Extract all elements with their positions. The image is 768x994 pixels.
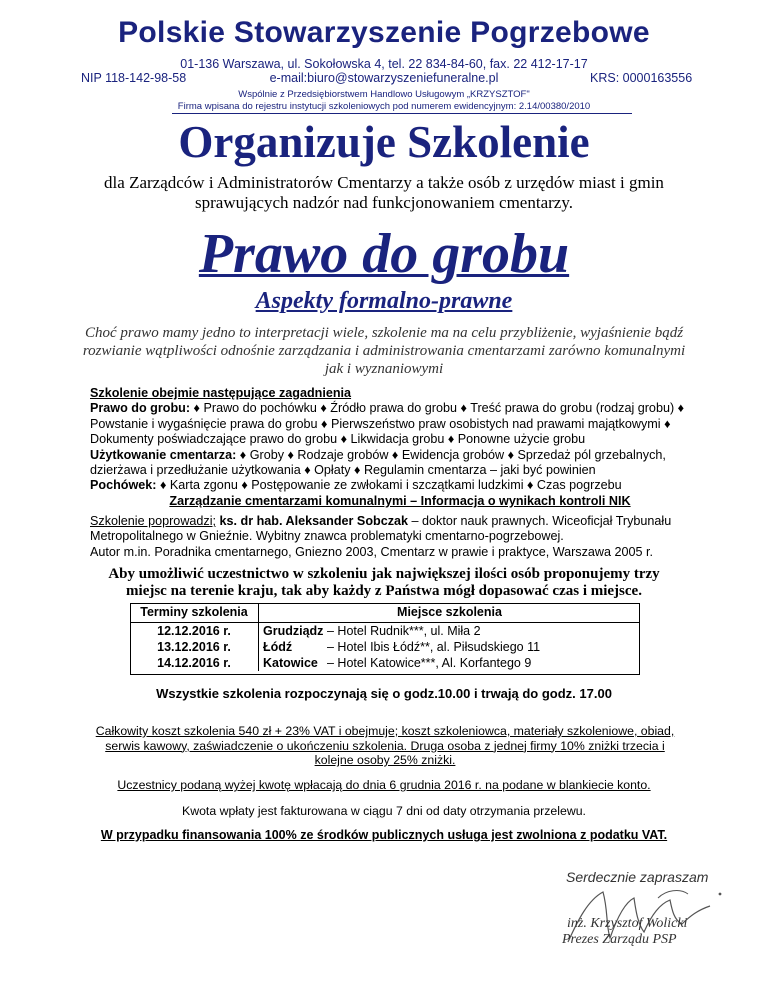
schedule-table bbox=[130, 603, 640, 671]
cost-info: Całkowity koszt szkolenia 540 zł + 23% VAT i obejmuje; koszt szkoleniowca, materiały szkoleniowe, obiad, serwis kawowy, zaświadczenie o ukończeniu szkolenia. Druga osoba z jednej firmy 10% zniżki trzecia i kolejne osoby 25% zniżki. bbox=[95, 724, 675, 767]
closing-greeting: Serdecznie zapraszam bbox=[566, 869, 709, 885]
table-row bbox=[130, 655, 640, 671]
schedule-venue: – Hotel Katowice***, Al. Korfantego 9 bbox=[327, 656, 532, 670]
topic-usage-text: ♦ Groby ♦ Rodzaje grobów ♦ Ewidencja grobów ♦ Sprzedaż pól grzebalnych, dzierżawa i przedłużanie użytkowania ♦ Opłaty ♦ Regulamin cmentarza – jaki być powinien bbox=[90, 447, 666, 478]
organization-address: 01-136 Warszawa, ul. Sokołowska 4, tel. 22 834-84-60, fax. 22 412-17-17 bbox=[180, 57, 588, 71]
invitation-text bbox=[0, 566, 768, 600]
invite-line-2: miejsc na terenie kraju, tak aby każdy z Państwa mógł dopasować czas i miejsce. bbox=[126, 583, 642, 599]
nip-number: NIP 118-142-98-58 bbox=[81, 71, 187, 85]
main-title: Organizuje Szkolenie bbox=[178, 117, 590, 167]
lecturer-section bbox=[90, 514, 710, 560]
header-divider bbox=[172, 113, 632, 114]
lecturer-name: ks. dr hab. Aleksander Sobczak bbox=[216, 514, 409, 528]
topic-law bbox=[90, 401, 710, 447]
topic-nik: Zarządzanie cmentarzami komunalnymi – Informacja o wynikach kontroli NIK bbox=[169, 493, 631, 508]
header-place: Miejsce szkolenia bbox=[259, 603, 641, 623]
vat-exemption: W przypadku finansowania 100% ze środków publicznych usługa jest zwolniona z podatku VAT. bbox=[100, 828, 668, 842]
training-hours: Wszystkie szkolenia rozpoczynają się o godz.10.00 i trwają do godz. 17.00 bbox=[156, 686, 612, 701]
schedule-venue: – Hotel Rudnik***, ul. Miła 2 bbox=[327, 624, 481, 638]
topics-section bbox=[90, 386, 710, 509]
topic-law-label: Prawo do grobu: bbox=[90, 401, 191, 416]
partner-line: Wspólnie z Przedsiębiorstwem Handlowo Usługowym „KRZYSZTOF" bbox=[238, 89, 530, 100]
topic-burial-label: Pochówek: bbox=[90, 478, 157, 493]
course-subtitle: Aspekty formalno-prawne bbox=[255, 288, 513, 314]
table-row bbox=[130, 639, 640, 655]
invoice-info: Kwota wpłaty jest fakturowana w ciągu 7 dni od daty otrzymania przelewu. bbox=[182, 804, 586, 818]
schedule-city: Łódź bbox=[263, 640, 293, 654]
schedule-city: Grudziądz bbox=[263, 624, 324, 638]
register-line: Firma wpisana do rejestru instytucji szkoleniowych pod numerem ewidencyjnym: 2.14/00380/2010 bbox=[177, 101, 591, 112]
topic-usage-label: Użytkowanie cmentarza: bbox=[90, 447, 237, 462]
schedule-header-row bbox=[130, 603, 640, 623]
schedule-venue: – Hotel Ibis Łódź**, al. Piłsudskiego 11 bbox=[327, 640, 541, 654]
schedule-date: 14.12.2016 r. bbox=[130, 655, 259, 671]
signatory-role: Prezes Zarządu PSP bbox=[562, 932, 677, 947]
topic-law-text: ♦ Prawo do pochówku ♦ Źródło prawa do grobu ♦ Treść prawa do grobu (rodzaj grobu) ♦ Powstanie i wygaśnięcie prawa do grobu ♦ Pierwszeństwo praw osobistych nad prawami majątkowymi ♦ Dokumenty poświadczające prawo do grobu ♦ Likwidacja grobu ♦ Ponowne użycie grobu bbox=[90, 401, 685, 447]
schedule-place bbox=[259, 623, 641, 640]
payment-deadline: Uczestnicy podaną wyżej kwotę wpłacają do dnia 6 grudnia 2016 r. na podane w blankiecie konto. bbox=[117, 778, 651, 792]
lecturer-bio bbox=[90, 514, 710, 545]
schedule-place bbox=[259, 655, 641, 671]
topic-burial bbox=[90, 478, 710, 493]
schedule-date: 12.12.2016 r. bbox=[130, 623, 259, 640]
intro-line-2: sprawujących nadzór nad funkcjonowaniem cmentarzy. bbox=[195, 193, 573, 212]
topic-usage bbox=[90, 448, 710, 479]
schedule-place bbox=[259, 639, 641, 655]
topic-burial-text: ♦ Karta zgonu ♦ Postępowanie ze zwłokami i szczątkami ludzkimi ♦ Czas pogrzebu bbox=[156, 478, 622, 493]
course-description: Choć prawo mamy jedno to interpretacji wiele, szkolenie ma na celu przybliżenie, wyjaśnienie bądź rozwianie wątpliwości odnośnie zarządzania i administrowania cmentarzami zarówno komunalnymi jak i wyznaniowymi bbox=[82, 325, 686, 377]
lecturer-works: Autor m.in. Poradnika cmentarnego, Gniezno 2003, Cmentarz w prawie i praktyce, Warszawa 2005 r. bbox=[90, 544, 654, 559]
schedule-city: Katowice bbox=[263, 656, 318, 670]
audience-intro bbox=[0, 173, 768, 213]
header-dates: Terminy szkolenia bbox=[130, 603, 259, 623]
email-address: e-mail:biuro@stowarzyszeniefuneralne.pl bbox=[269, 71, 499, 85]
table-row bbox=[130, 623, 640, 640]
invite-line-1: Aby umożliwić uczestnictwo w szkoleniu jak największej ilości osób proponujemy trzy bbox=[108, 566, 660, 582]
lecturer-description: – doktor nauk prawnych. Wiceoficjał Trybunału Metropolitalnego w Gnieźnie. Wybitny znawca problematyki cmentarno-pogrzebowej. bbox=[90, 514, 672, 544]
lecturer-label: Szkolenie poprowadzi; bbox=[90, 514, 217, 528]
schedule-date: 13.12.2016 r. bbox=[130, 639, 259, 655]
topics-heading: Szkolenie obejmie następujące zagadnienia bbox=[90, 386, 352, 400]
signatory-name: inż. Krzysztof Wolicki bbox=[567, 916, 688, 931]
organization-name: Polskie Stowarzyszenie Pogrzebowe bbox=[118, 16, 650, 49]
krs-number: KRS: 0000163556 bbox=[590, 71, 693, 85]
course-title: Prawo do grobu bbox=[198, 223, 570, 285]
intro-line-1: dla Zarządców i Administratorów Cmentarzy a także osób z urzędów miast i gmin bbox=[104, 173, 664, 192]
